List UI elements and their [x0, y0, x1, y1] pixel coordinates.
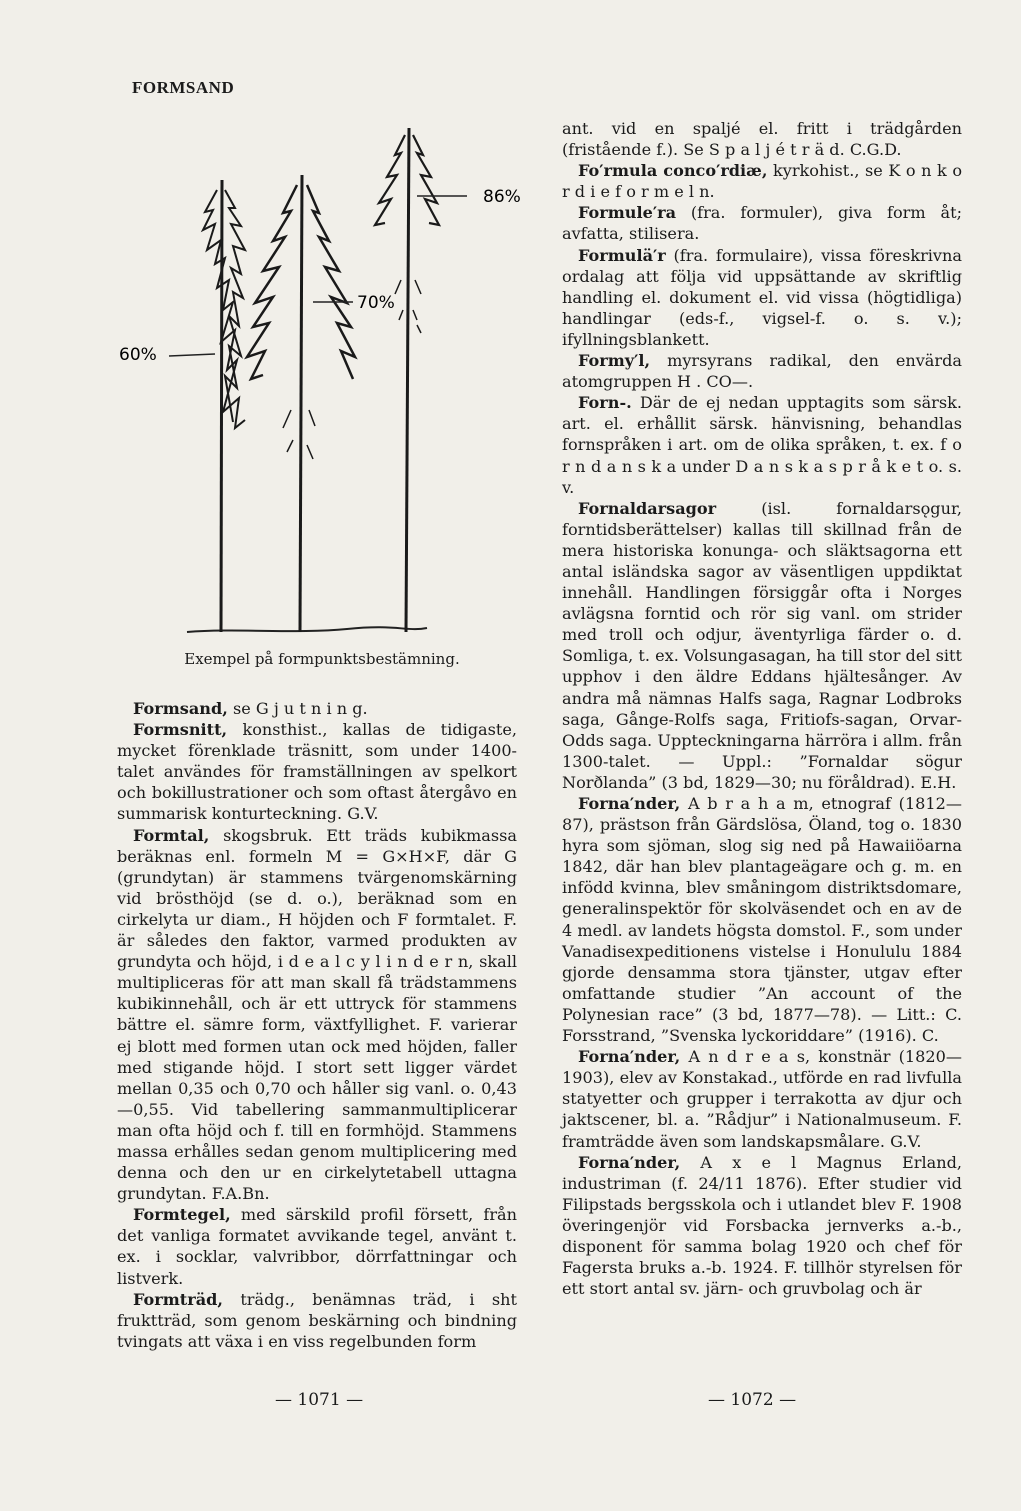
entry-forn: Forn-. Där de ej nedan upptagits som särsk. art. el. erhållit särsk. hänvisning, behandlas fornspråken i art. om de olika språken, t. ex. f o r n d a n s k a under D a n s k a s p r å k e t o. s. v. — [562, 393, 962, 497]
leader-60 — [169, 354, 215, 356]
running-head: FORMSAND — [132, 78, 235, 97]
entry-fornander-axel: Forna′nder, A x e l Magnus Erland, industriman (f. 24/11 1876). Efter studier vid Filipstads bergsskola och i utlandet blev F. 1908 överingenjör vid Forsbacka jernverks a.-b., disponent för samma bolag 1920 och chef för Fagersta bruks a.-b. 1924. F. tillhör styrelsen för ett stort antal sv. järn- och gruvbolag och är — [562, 1152, 962, 1299]
entry-formtegel: Formtegel, med särskild profil försett, från det vanliga formatet avvikande tegel, använt t. ex. i socklar, valvribbor, dörrfattningar och listverk. — [117, 1205, 517, 1288]
tree-left — [203, 180, 245, 632]
label-70-percent: 70% — [357, 293, 395, 313]
ground-line — [187, 627, 427, 632]
left-column — [117, 698, 517, 1352]
entry-continuation: ant. vid en spaljé el. fritt i trädgården (fristående f.). Se S p a l j é t r ä d. C.G.D. — [562, 119, 962, 160]
tree-right — [375, 128, 439, 632]
label-60-percent: 60% — [119, 345, 157, 365]
right-column — [562, 118, 962, 1299]
page-number-right: — 1072 — — [708, 1390, 797, 1410]
figure-caption: Exempel på formpunktsbestämning. — [184, 650, 460, 668]
entry-fornaldarsagor: Fornaldarsagor (isl. fornaldarsǫgur, forntidsberättelser) kallas till skillnad från de mera historiska konunga- och släktsagorna ett antal isländska sagor av väsentligen uppdiktat innehåll. Handlingen försiggår ofta i Norges avlägsna forntid och rör sig vanl. om strider med troll och odjur, äventyrliga färder o. d. Somliga, t. ex. Volsungasagan, ha till stor del sitt upphov i den äldre Eddans hjältesånger. Av andra må nämnas Halfs saga, Ragnar Lodbroks saga, Gånge-Rolfs saga, Fritiofs-sagan, Orvar-Odds saga. Uppteckningarna härröra i allm. från 1300-talet. — Uppl.: ”Fornaldar sögur Norðlanda” (3 bd, 1829—30; nu föråldrad). E.H. — [562, 498, 962, 792]
entry-formyl: Formy′l, myrsyrans radikal, den envärda atomgruppen H . CO—. — [562, 351, 962, 392]
label-86-percent: 86% — [483, 187, 521, 207]
tree-middle — [247, 175, 355, 632]
tree-form-figure — [117, 110, 527, 670]
entry-formtal: Formtal, skogsbruk. Ett träds kubikmassa beräknas enl. formeln M = G×H×F, där G (grundytan) är stammens tvärgenomskärning vid brösthöjd (se d. o.), beräknad som en cirkelyta ur diam., H höjden och F formtalet. F. är således den faktor, varmed produkten av grundyta och höjd, i d e a l c y l i n d e r n, skall multipliceras för att man skall få trädstammens kubikinnehåll, och är ett uttryck för stammens bättre el. sämre form, växtfyllighet. F. varierar ej blott med formen utan ock med höjden, faller med stigande höjd. I stort sett ligger värdet mellan 0,35 och 0,70 och håller sig vanl. o. 0,43—0,55. Vid tabellering sammanmultiplicerar man ofta höjd och f. till en formhöjd. Stammens massa erhålles sedan genom multiplicering med denna och den ur en cirkelytetabell uttagna grundytan. F.A.Bn. — [117, 825, 517, 1204]
entry-formular: Formulä′r (fra. formulaire), vissa föreskrivna ordalag att följa vid uppsättande av skriftlig handling el. dokument el. vid vissa (högtidliga) handlingar (eds-f., vigsel-f. o. s. v.); ifyllningsblankett. — [562, 245, 962, 349]
entry-formulera: Formule′ra (fra. formuler), giva form åt; avfatta, stilisera. — [562, 203, 962, 244]
entry-formsand: Formsand, se G j u t n i n g. — [133, 699, 368, 718]
tree-illustration — [117, 110, 527, 670]
entry-formsnitt: Formsnitt, konsthist., kallas de tidigaste, mycket förenklade träsnitt, som under 1400-talet användes för framställningen av spelkort och bokillustrationer och som oftast återgåvo en summarisk konturteckning. G.V. — [117, 720, 517, 824]
entry-fornander-andreas: Forna′nder, A n d r e a s, konstnär (1820—1903), elev av Konstakad., utförde en rad livfulla statyetter och grupper i terrakotta av djur och jaktscener, bl. a. ”Rådjur” i Nationalmuseum. F. framträdde även som landskapsmålare. G.V. — [562, 1047, 962, 1151]
entry-fornander-abraham: Forna′nder, A b r a h a m, etnograf (1812—87), prästson från Gärdslösa, Öland, tog o. 1830 hyra som sjöman, slog sig ned på Hawaiiöarna 1842, där han blev plantageägare och g. m. en infödd kvinna, blev småningom distriktsdomare, generalinspektör för skolväsendet och en av de 4 medl. av landets högsta domstol. F., som under Vanadisexpeditionens vistelse i Honululu 1884 gjorde densamma stora tjänster, utgav efter omfattande studier ”An account of the Polynesian race” (3 bd, 1877—78). — Litt.: C. Forsstrand, ”Svenska lyckoriddare” (1916). C. — [562, 794, 962, 1046]
entry-formula-concordiae: Fo′rmula conco′rdiæ, kyrkohist., se K o n k o r d i e f o r m e l n. — [562, 161, 963, 202]
page-number-left: — 1071 — — [275, 1390, 364, 1410]
entry-formtrad: Formträd, trädg., benämnas träd, i sht fruktträd, som genom beskärning och bindning tvingats att växa i en viss regelbunden form — [117, 1289, 517, 1351]
